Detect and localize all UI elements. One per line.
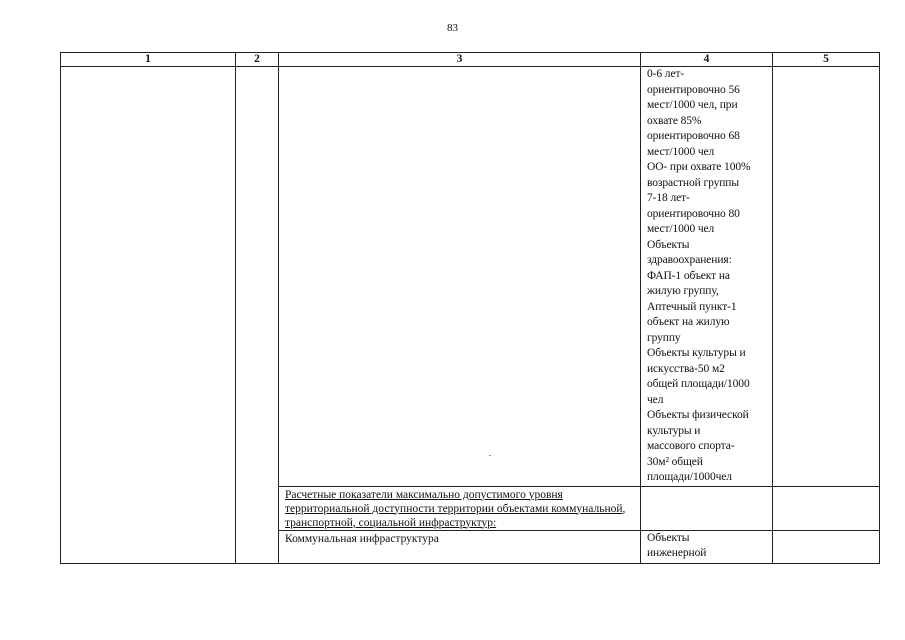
header-col-5: 5: [773, 53, 880, 67]
header-col-4: 4: [641, 53, 773, 67]
cell-col-5-empty: [773, 67, 880, 487]
cell-accessibility-heading: Расчетные показатели максимально допустимого уровня территориальной доступности территории объектами коммунальной, транспортной, социальной инфраструктур:: [279, 486, 641, 530]
page-number: 83: [447, 22, 458, 34]
cell-col-2: [236, 67, 279, 564]
cell-col-1: [61, 67, 236, 564]
cell-col-3-empty: [279, 67, 641, 487]
cell-communal-col-4: Объекты инженерной: [641, 530, 773, 563]
cell-communal-infrastructure: Коммунальная инфраструктура: [279, 530, 641, 563]
cell-heading-col-4: [641, 486, 773, 530]
header-col-2: 2: [236, 53, 279, 67]
header-row: [61, 53, 880, 67]
cell-col-4-standards: 0-6 лет- ориентировочно 56 мест/1000 чел, при охвате 85% ориентировочно 68 мест/1000 чел ОО- при охвате 100% возрастной группы 7-18 лет- ориентировочно 80 мест/1000 чел Объекты здравоохранения: ФАП-1 объект на жилую группу, Аптечный пункт-1 объект на жилую группу Объекты культуры и искусства-50 м2 общей площади/1000 чел Объекты физической культуры и массового спорта- 30м² общей площади/1000чел: [641, 67, 773, 487]
header-col-1: 1: [61, 53, 236, 67]
cell-heading-col-5: [773, 486, 880, 530]
document-table: [60, 52, 880, 564]
header-col-3: 3: [279, 53, 641, 67]
cell-communal-col-5: [773, 530, 880, 563]
scan-speck: [489, 455, 491, 456]
table-row-standards: [61, 67, 880, 487]
